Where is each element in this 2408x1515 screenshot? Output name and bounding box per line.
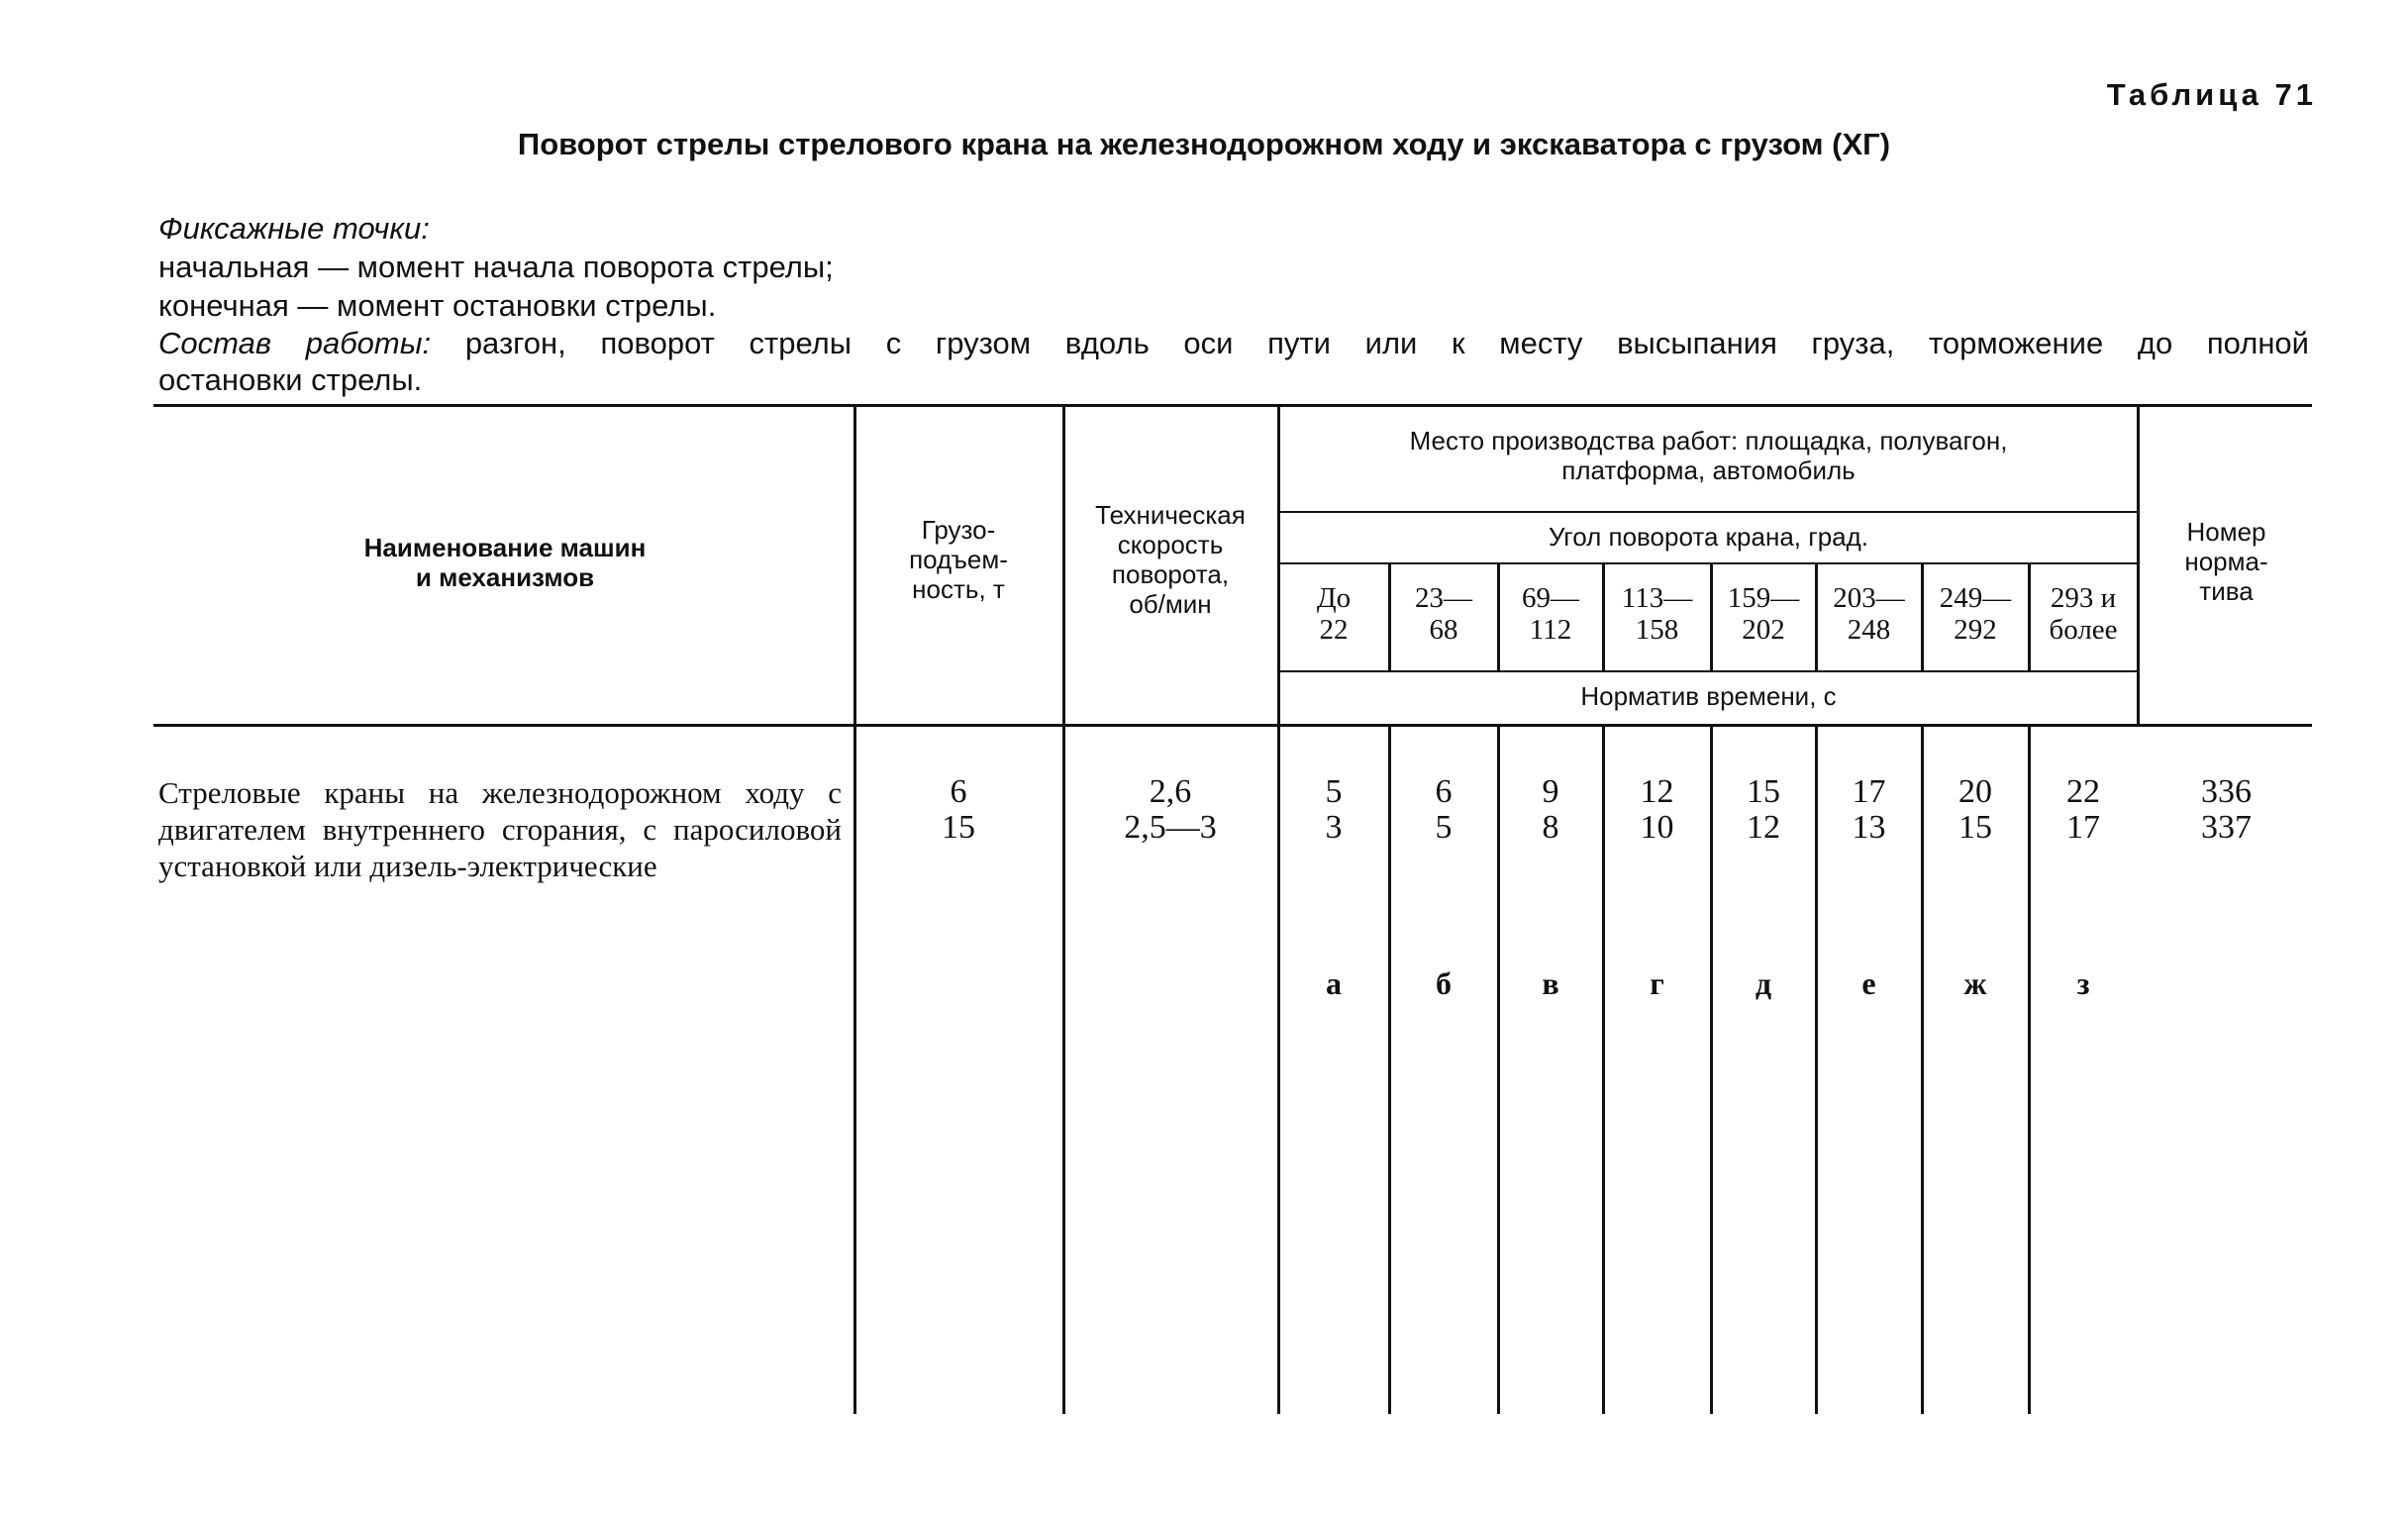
time-a-2: 3 xyxy=(1325,809,1343,846)
header-norm-time: Норматив времени, с xyxy=(1580,681,1837,711)
column-letter-a: а xyxy=(1326,965,1342,1001)
time-d-2: 10 xyxy=(1640,809,1674,846)
column-letter-f: е xyxy=(1861,965,1876,1001)
column-letter-d: г xyxy=(1650,965,1664,1001)
header-angle: Угол поворота крана, град. xyxy=(1548,522,1869,552)
angle-rule xyxy=(1277,562,2139,564)
column-letter-e: д xyxy=(1755,965,1772,1001)
speed-2: 2,5—3 xyxy=(1124,809,1217,846)
time-e-1: 15 xyxy=(1747,773,1780,810)
column-letter-h: з xyxy=(2076,965,2090,1001)
speed-1: 2,6 xyxy=(1149,773,1192,810)
angle-range-g: 249— 292 xyxy=(1939,582,2012,646)
norm-number-1: 336 xyxy=(2201,773,2252,810)
header-speed: Техническая скорость поворота, об/мин xyxy=(1095,500,1246,619)
place-rule xyxy=(1277,511,2139,513)
angle-range-b: 23— 68 xyxy=(1415,582,1472,646)
machine-description: Стреловые краны на железнодорожном ходу с двигателем внутреннего сгорания, с паросиловой установкой или дизель-электрические xyxy=(158,775,842,883)
time-e-2: 12 xyxy=(1747,809,1780,846)
time-d-1: 12 xyxy=(1640,773,1674,810)
time-g-1: 20 xyxy=(1958,773,1992,810)
header-number: Номер норма- тива xyxy=(2184,517,2268,606)
time-c-2: 8 xyxy=(1542,809,1559,846)
table-title: Поворот стрелы стрелового крана на железнодорожном ходу и экскаватора с грузом (ХГ) xyxy=(517,127,1891,161)
table-label: Таблица 71 xyxy=(2106,77,2317,112)
angle-range-e: 159— 202 xyxy=(1727,582,1800,646)
work-composition xyxy=(158,325,2309,362)
start-point-text: начальная — момент начала поворота стрелы; xyxy=(158,250,834,284)
column-letter-c: в xyxy=(1542,965,1559,1001)
header-capacity: Грузо- подъем- ность, т xyxy=(909,515,1008,604)
header-place: Место производства работ: площадка, полувагон, платформа, автомобиль xyxy=(1409,426,2008,485)
angle-range-c: 69— 112 xyxy=(1522,582,1579,646)
time-h-1: 22 xyxy=(2066,773,2100,810)
time-f-2: 13 xyxy=(1852,809,1886,846)
work-text-line2: остановки стрелы. xyxy=(158,362,423,397)
capacity-1: 6 xyxy=(950,773,967,810)
time-b-2: 5 xyxy=(1435,809,1453,846)
time-g-2: 15 xyxy=(1958,809,1992,846)
angle-range-h: 293 и более xyxy=(2049,582,2118,646)
angle-range-d: 113— 158 xyxy=(1621,582,1693,646)
norm-number-2: 337 xyxy=(2201,809,2252,846)
table-top-rule xyxy=(153,404,2312,407)
time-a-1: 5 xyxy=(1325,773,1343,810)
col-divider-3 xyxy=(1277,404,1280,1414)
time-b-1: 6 xyxy=(1435,773,1453,810)
time-f-1: 17 xyxy=(1852,773,1886,810)
angle-range-f: 203— 248 xyxy=(1833,582,1905,646)
work-text-line1: разгон, поворот стрелы с грузом вдоль оси пути или к месту высыпания груза, торможение до полной xyxy=(464,326,2309,360)
capacity-2: 15 xyxy=(942,809,975,846)
end-point-text: конечная — момент остановки стрелы. xyxy=(158,288,717,323)
column-letter-g: ж xyxy=(1963,965,1987,1001)
angle-range-a: До 22 xyxy=(1316,582,1352,646)
time-c-1: 9 xyxy=(1542,773,1559,810)
column-letter-b: б xyxy=(1436,965,1452,1001)
header-bottom-rule xyxy=(153,724,2312,727)
time-h-2: 17 xyxy=(2066,809,2100,846)
header-machine-name: Наименование машин и механизмов xyxy=(363,533,647,592)
ranges-rule xyxy=(1277,670,2139,672)
work-label: Состав работы: xyxy=(158,326,432,360)
fix-points-heading: Фиксажные точки: xyxy=(158,211,430,246)
